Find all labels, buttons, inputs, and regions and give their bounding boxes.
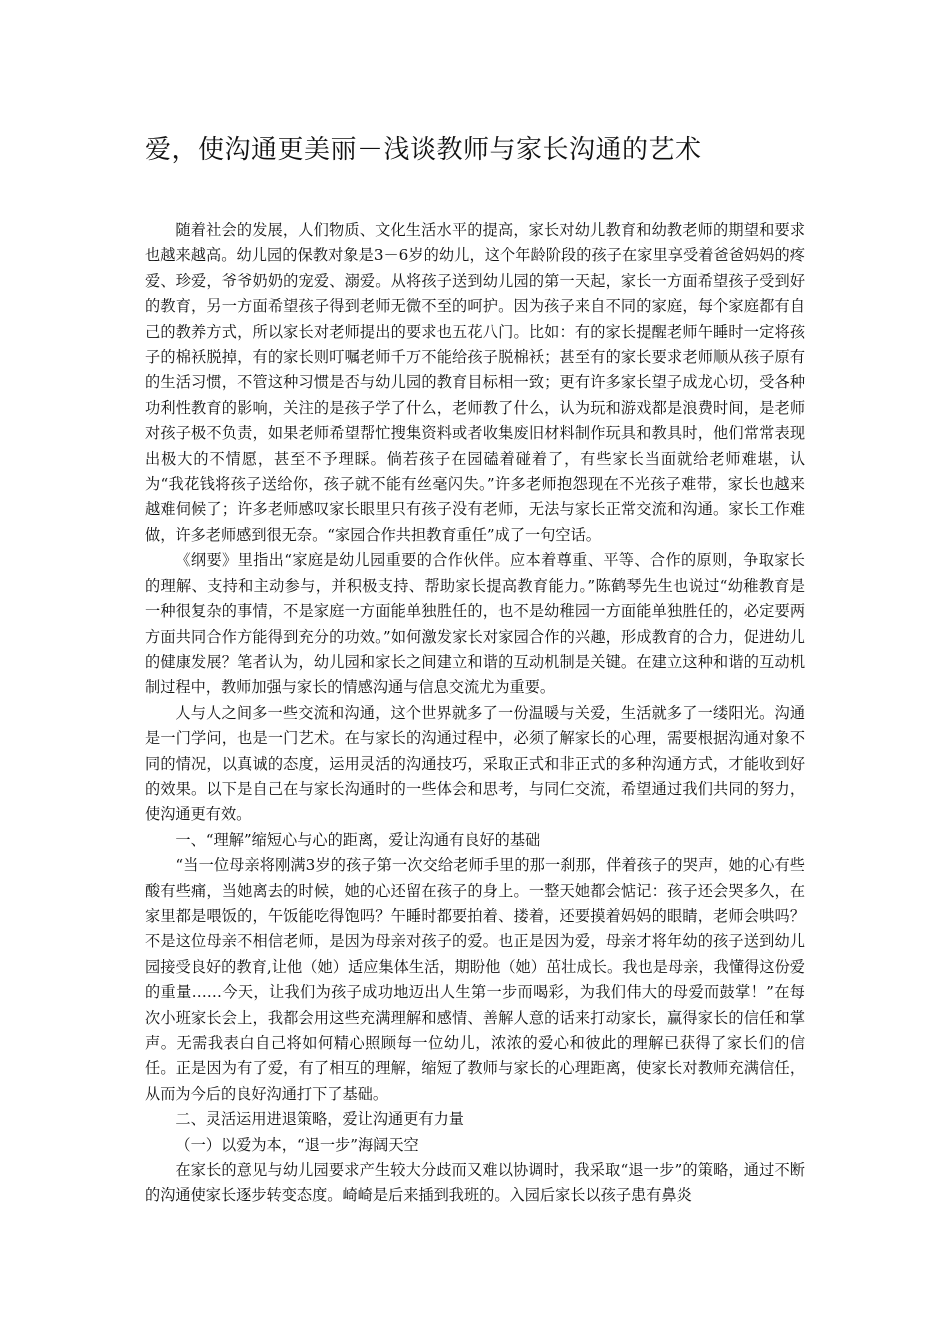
paragraph-communication: 人与人之间多一些交流和沟通，这个世界就多了一份温暖与关爱，生活就多了一缕阳光。沟通是一门学问，也是一门艺术。在与家长的沟通过程中，必须了解家长的心理，需要根据沟通对象不同的情况，以真诚的态度，运用灵活的沟通技巧，采取正式和非正式的多种沟通方式，才能收到好的效果。以下是自己在与家长沟通时的一些体会和思考，与同仁交流，希望通过我们共同的努力，使沟通更有效。 xyxy=(145,703,805,824)
paragraph-intro: 随着社会的发展，人们物质、文化生活水平的提高，家长对幼儿教育和幼教老师的期望和要求也越来越高。幼儿园的保教对象是3－6岁的幼儿，这个年龄阶段的孩子在家里享受着爸爸妈妈的疼爱、珍爱，爷爷奶奶的宠爱、溺爱。从将孩子送到幼儿园的第一天起，家长一方面希望孩子受到好的教育，另一方面希望孩子得到老师无微不至的呵护。因为孩子来自不同的家庭，每个家庭都有自己的教养方式，所以家长对老师提出的要求也五花八门。比如：有的家长提醒老师午睡时一定将孩子的棉袄脱掉，有的家长则叮嘱老师千万不能给孩子脱棉袄；甚至有的家长要求老师顺从孩子原有的生活习惯，不管这种习惯是否与幼儿园的教育目标相一致；更有许多家长望子成龙心切，受各种功利性教育的影响，关注的是孩子学了什么，老师教了什么，认为玩和游戏都是浪费时间，是老师对孩子极不负责，如果老师希望帮忙搜集资料或者收集废旧材料制作玩具和教具时，他们常常表现出极大的不情愿，甚至不予理睬。倘若孩子在园磕着碰着了，有些家长当面就给老师难堪，认为“我花钱将孩子送给你，孩子就不能有丝毫闪失。”许多老师抱怨现在不光孩子难带，家长也越来越难伺候了；许多老师感叹家长眼里只有孩子没有老师，无法与家长正常交流和沟通。家长工作难做，许多老师感到很无奈。“家园合作共担教育重任”成了一句空话。 xyxy=(145,221,805,544)
paragraph-mother-quote: “当一位母亲将刚满3岁的孩子第一次交给老师手里的那一刹那，伴着孩子的哭声，她的心有些酸有些痛，当她离去的时候，她的心还留在孩子的身上。一整天她都会惦记：孩子还会哭多久，在家里都是喂饭的，午饭能吃得饱吗？午睡时都要拍着、搂着，还要摸着妈妈的眼睛，老师会哄吗？不是这位母亲不相信老师，是因为母亲对孩子的爱。也正是因为爱，母亲才将年幼的孩子送到幼儿园接受良好的教育,让他（她）适应集体生活，期盼他（她）茁壮成长。我也是母亲，我懂得这份爱的重量……今天，让我们为孩子成功地迈出人生第一步而喝彩，为我们伟大的母爱而鼓掌！”在每次小班家长会上，我都会用这些充满理解和感情、善解人意的话来打动家长，赢得家长的信任和掌声。无需我表白自己将如何精心照顾每一位幼儿，浓浓的爱心和彼此的理解已获得了家长们的信任。正是因为有了爱，有了相互的理解，缩短了教师与家长的心理距离，使家长对教师充满信任，从而为今后的良好沟通打下了基础。 xyxy=(145,856,805,1103)
section-heading-1: 一、“理解”缩短心与心的距离，爱让沟通有良好的基础 xyxy=(175,830,541,849)
subsection-heading-2-1: （一）以爱为本，“退一步”海阔天空 xyxy=(175,1135,419,1154)
paragraph-step-back: 在家长的意见与幼儿园要求产生较大分歧而又难以协调时，我采取“退一步”的策略，通过不断的沟通使家长逐步转变态度。崎崎是后来插到我班的。入园后家长以孩子患有鼻炎 xyxy=(145,1161,805,1205)
document-body xyxy=(145,218,805,1209)
document-title: 爱，使沟通更美丽－浅谈教师与家长沟通的艺术 xyxy=(145,135,702,165)
section-heading-2: 二、灵活运用进退策略，爱让沟通更有力量 xyxy=(175,1110,464,1129)
paragraph-guideline: 《纲要》里指出“家庭是幼儿园重要的合作伙伴。应本着尊重、平等、合作的原则，争取家长的理解、支持和主动参与，并积极支持、帮助家长提高教育能力。”陈鹤琴先生也说过“幼稚教育是一种很复杂的事情，不是家庭一方面能单独胜任的，也不是幼稚园一方面能单独胜任的，必定要两方面共同合作方能得到充分的功效。”如何激发家长对家园合作的兴趣，形成教育的合力，促进幼儿的健康发展？笔者认为，幼儿园和家长之间建立和谐的互动机制是关键。在建立这种和谐的互动机制过程中，教师加强与家长的情感沟通与信息交流尤为重要。 xyxy=(145,551,805,697)
